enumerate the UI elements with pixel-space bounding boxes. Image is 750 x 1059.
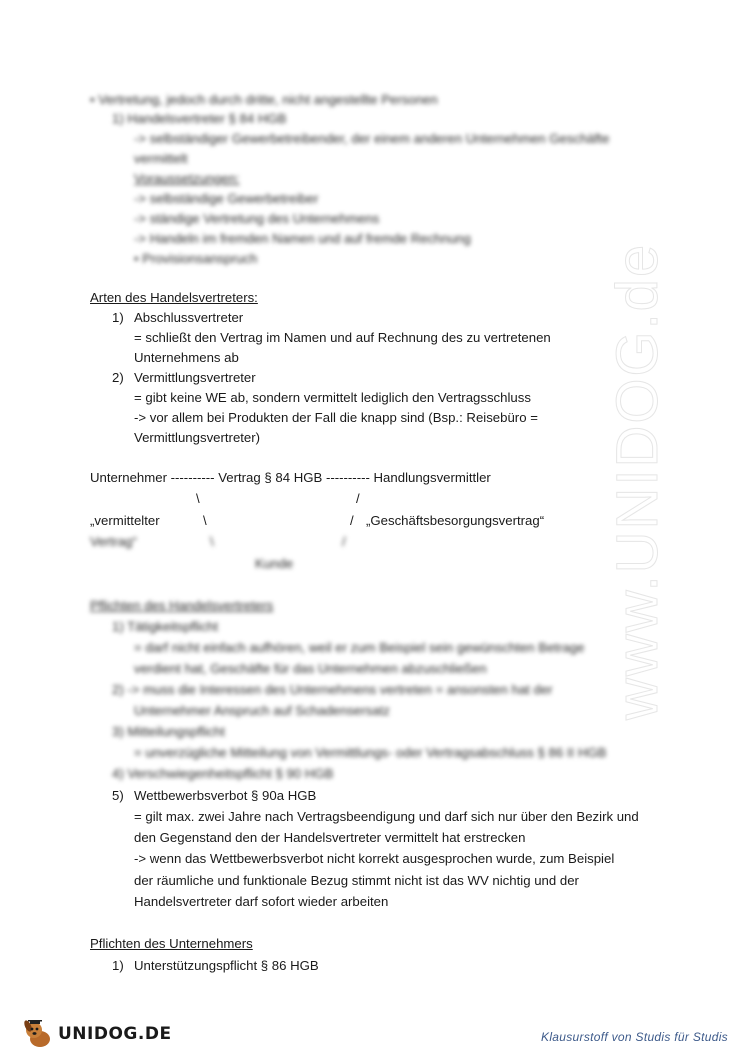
section-heading: Arten des Handelsvertreters: xyxy=(90,290,258,305)
blurred-line: = unverzügliche Mitteilung von Vermittlungs- oder Vertragsabschluss § 86 II HGB xyxy=(134,745,607,760)
blurred-line: = darf nicht einfach aufhören, weil er zum Beispiel sein gewünschten Betrage xyxy=(134,640,585,655)
diagram-right-label: „Geschäftsbesorgungsvertrag“ xyxy=(366,513,545,528)
blurred-line: -> ständige Vertretung des Unternehmens xyxy=(134,211,380,226)
diagram-slash-right: / xyxy=(342,534,346,549)
diagram-slash-left: \ xyxy=(210,534,214,549)
list-number: 2) xyxy=(112,370,124,385)
blurred-line: vermittelt xyxy=(134,151,188,166)
blurred-line: 4) Verschwiegenheitspflicht § 90 HGB xyxy=(112,766,334,781)
dog-mascot-icon xyxy=(22,1017,56,1051)
blurred-line: Pflichten des Handelsvertreters xyxy=(90,598,274,613)
blurred-line: 1) Tätigkeitspflicht xyxy=(112,619,219,634)
blurred-line: 1) Handelsvertreter § 84 HGB xyxy=(112,111,287,126)
blurred-line: • Provisionsanspruch xyxy=(134,251,258,266)
blurred-line: -> Handeln im fremden Namen und auf fremde Rechnung xyxy=(134,231,471,246)
list-item-text: = gilt max. zwei Jahre nach Vertragsbeendigung und darf sich nur über den Bezirk und xyxy=(134,809,639,824)
blurred-line: verdient hat, Geschäfte für das Unternehmen abzuschließen xyxy=(134,661,487,676)
diagram-left-label-2: Vertrag“ xyxy=(90,534,137,549)
diagram-left-label: „vermittelter xyxy=(90,513,160,528)
list-item-text: = gibt keine WE ab, sondern vermittelt lediglich den Vertragsschluss xyxy=(134,390,531,405)
blurred-line: -> selbständige Gewerbetreiber xyxy=(134,191,319,206)
blurred-line: • Vertretung, jedoch durch dritte, nicht angestellte Personen xyxy=(90,92,438,107)
blurred-line: 2) -> muss die Interessen des Unternehmens vertreten = ansonsten hat der xyxy=(112,682,553,697)
unidog-logo[interactable] xyxy=(22,1016,172,1052)
list-item-text: Handelsvertreter darf sofort wieder arbeiten xyxy=(134,894,389,909)
list-item-text: -> wenn das Wettbewerbsverbot nicht korrekt ausgesprochen wurde, zum Beispiel xyxy=(134,851,615,866)
diagram-top-row: Unternehmer ---------- Vertrag § 84 HGB ---------- Handlungsvermittler xyxy=(90,470,491,485)
diagram-bottom: Kunde xyxy=(255,556,294,571)
list-item-text: Unternehmens ab xyxy=(134,350,239,365)
list-item-title: Vermittlungsvertreter xyxy=(134,370,256,385)
list-number: 5) xyxy=(112,788,124,803)
list-number: 1) xyxy=(112,310,124,325)
list-item-title: Wettbewerbsverbot § 90a HGB xyxy=(134,788,317,803)
list-item-text: den Gegenstand den der Handelsvertreter vermittelt hat erstrecken xyxy=(134,830,526,845)
list-item-text: Vermittlungsvertreter) xyxy=(134,430,261,445)
blurred-line: Unternehmer Anspruch auf Schadensersatz xyxy=(134,703,390,718)
blurred-line: -> selbständiger Gewerbetreibender, der einem anderen Unternehmen Geschäfte xyxy=(134,131,610,146)
watermark: www.UNIDOG.de xyxy=(605,242,670,720)
diagram-slash-right: / xyxy=(350,513,354,528)
diagram-slash-left: \ xyxy=(203,513,207,528)
list-item-title: Unterstützungspflicht § 86 HGB xyxy=(134,958,319,973)
list-item-title: Abschlussvertreter xyxy=(134,310,244,325)
list-number: 1) xyxy=(112,958,124,973)
list-item-text: = schließt den Vertrag im Namen und auf Rechnung des zu vertretenen xyxy=(134,330,551,345)
list-item-text: der räumliche und funktionale Bezug stimmt nicht ist das WV nichtig und der xyxy=(134,873,579,888)
list-item-text: -> vor allem bei Produkten der Fall die knapp sind (Bsp.: Reisebüro = xyxy=(134,410,538,425)
blurred-line: Voraussetzungen: xyxy=(134,171,240,186)
footer-slogan: Klausurstoff von Studis für Studis xyxy=(541,1030,728,1044)
blurred-line: 3) Mitteilungspflicht xyxy=(112,724,225,739)
logo-text: UNIDOG.DE xyxy=(58,1024,172,1044)
section-heading: Pflichten des Unternehmers xyxy=(90,936,253,951)
diagram-slash-right: / xyxy=(356,491,360,506)
diagram-slash-left: \ xyxy=(196,491,200,506)
